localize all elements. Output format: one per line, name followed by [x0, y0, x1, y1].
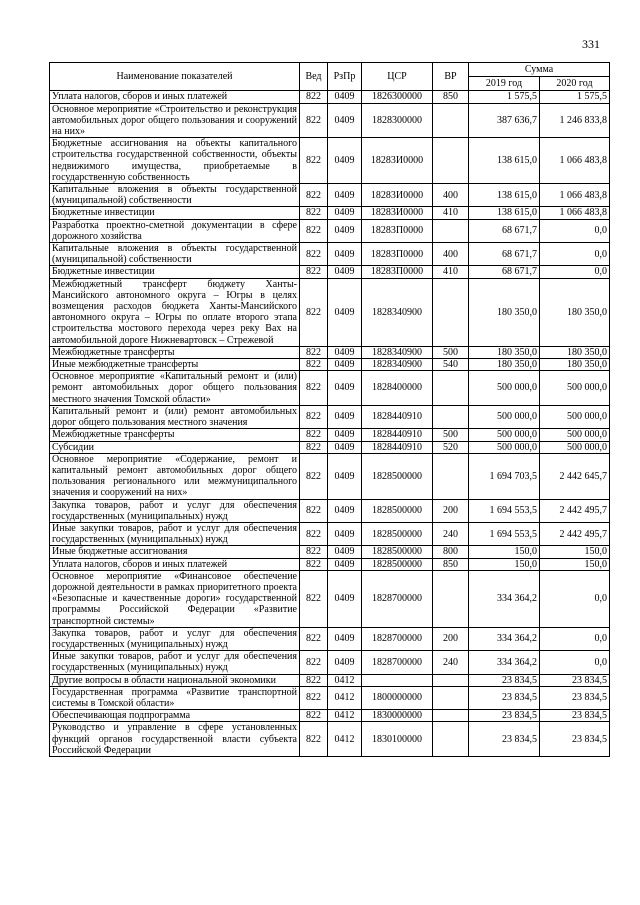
table-row [50, 346, 610, 358]
cell-name: Основное мероприятие «Финансовое обеспечение дорожной деятельности в рамках приоритетного проекта «Безопасные и качественные дороги» государственной программы Российской Федерации «Развитие транспортной системы» [50, 570, 300, 627]
cell-amount-2019: 150,0 [469, 546, 540, 558]
cell-name: Межбюджетные трансферты [50, 346, 300, 358]
cell-rzpr: 0409 [328, 546, 362, 558]
cell-rzpr: 0409 [328, 243, 362, 266]
cell-ved: 822 [300, 522, 328, 545]
cell-vr: 400 [433, 184, 469, 207]
cell-name: Закупка товаров, работ и услуг для обеспечения государственных (муниципальных) нужд [50, 627, 300, 650]
table-row [50, 499, 610, 522]
cell-vr: 240 [433, 651, 469, 674]
table-row [50, 405, 610, 428]
cell-amount-2019: 138 615,0 [469, 184, 540, 207]
budget-table [49, 62, 610, 757]
cell-csr: 1828500000 [362, 499, 433, 522]
table-row [50, 278, 610, 346]
cell-amount-2019: 334 364,2 [469, 651, 540, 674]
table-body [50, 91, 610, 757]
cell-rzpr: 0409 [328, 453, 362, 499]
cell-vr [433, 722, 469, 757]
cell-name: Бюджетные ассигнования на объекты капитального строительства государственной собственности, объекты недвижимого имущества, приобретаемые в государственную собственность [50, 138, 300, 184]
cell-vr: 400 [433, 243, 469, 266]
header-ved: Вед [300, 63, 328, 91]
table-row [50, 138, 610, 184]
cell-vr [433, 453, 469, 499]
cell-csr: 1830000000 [362, 710, 433, 722]
cell-amount-2020: 180 350,0 [540, 278, 610, 346]
table-row [50, 570, 610, 627]
header-sum: Сумма [469, 63, 610, 77]
table-row [50, 91, 610, 103]
cell-name: Межбюджетный трансферт бюджету Ханты-Мансийского автономного округа – Югры в целях возмещения расходов бюджета Ханты-Мансийского автономного округа – Югры по оплате второго этапа строительства мостового перехода через реку Вах на автомобильной дороге Нижневартовск – Стрежевой [50, 278, 300, 346]
cell-amount-2019: 500 000,0 [469, 405, 540, 428]
cell-ved: 822 [300, 674, 328, 686]
cell-rzpr: 0409 [328, 91, 362, 103]
header-csr: ЦСР [362, 63, 433, 91]
table-row [50, 219, 610, 242]
cell-amount-2019: 500 000,0 [469, 371, 540, 406]
table-row [50, 184, 610, 207]
cell-amount-2020: 0,0 [540, 627, 610, 650]
cell-csr: 1830100000 [362, 722, 433, 757]
cell-name: Другие вопросы в области национальной экономики [50, 674, 300, 686]
cell-csr: 1828500000 [362, 558, 433, 570]
table-row [50, 651, 610, 674]
cell-csr: 1800000000 [362, 686, 433, 709]
cell-ved: 822 [300, 405, 328, 428]
cell-ved: 822 [300, 651, 328, 674]
cell-vr: 800 [433, 546, 469, 558]
cell-amount-2020: 0,0 [540, 266, 610, 278]
cell-ved: 822 [300, 359, 328, 371]
cell-rzpr: 0409 [328, 359, 362, 371]
cell-amount-2020: 23 834,5 [540, 710, 610, 722]
table-row [50, 359, 610, 371]
cell-rzpr: 0409 [328, 441, 362, 453]
cell-amount-2020: 1 066 483,8 [540, 207, 610, 219]
table-row [50, 546, 610, 558]
cell-rzpr: 0409 [328, 570, 362, 627]
cell-amount-2020: 180 350,0 [540, 346, 610, 358]
cell-amount-2019: 23 834,5 [469, 686, 540, 709]
cell-amount-2019: 150,0 [469, 558, 540, 570]
cell-amount-2020: 23 834,5 [540, 722, 610, 757]
cell-vr: 200 [433, 627, 469, 650]
table-row [50, 453, 610, 499]
cell-amount-2019: 500 000,0 [469, 441, 540, 453]
header-year-2020: 2020 год [540, 77, 610, 91]
cell-vr [433, 103, 469, 138]
cell-amount-2020: 1 066 483,8 [540, 138, 610, 184]
cell-ved: 822 [300, 266, 328, 278]
cell-amount-2019: 68 671,7 [469, 219, 540, 242]
cell-amount-2019: 1 575,5 [469, 91, 540, 103]
cell-ved: 822 [300, 429, 328, 441]
cell-rzpr: 0412 [328, 686, 362, 709]
cell-rzpr: 0409 [328, 627, 362, 650]
cell-amount-2020: 0,0 [540, 570, 610, 627]
cell-csr: 1828440910 [362, 405, 433, 428]
cell-ved: 822 [300, 243, 328, 266]
cell-rzpr: 0409 [328, 522, 362, 545]
cell-rzpr: 0409 [328, 499, 362, 522]
cell-csr: 18283И0000 [362, 207, 433, 219]
cell-amount-2020: 180 350,0 [540, 359, 610, 371]
cell-name: Основное мероприятие «Содержание, ремонт и капитальный ремонт автомобильных дорог общего пользования регионального или межмуниципального значения и сооружений на них» [50, 453, 300, 499]
cell-vr [433, 138, 469, 184]
cell-vr: 500 [433, 429, 469, 441]
cell-name: Руководство и управление в сфере установленных функций органов государственной власти субъекта Российской Федерации [50, 722, 300, 757]
cell-ved: 822 [300, 278, 328, 346]
cell-vr [433, 686, 469, 709]
cell-vr [433, 570, 469, 627]
page-number: 331 [582, 37, 600, 51]
cell-rzpr: 0412 [328, 722, 362, 757]
cell-amount-2019: 180 350,0 [469, 346, 540, 358]
cell-csr: 1828340900 [362, 278, 433, 346]
cell-amount-2020: 1 575,5 [540, 91, 610, 103]
cell-rzpr: 0412 [328, 710, 362, 722]
cell-amount-2020: 500 000,0 [540, 371, 610, 406]
cell-amount-2019: 387 636,7 [469, 103, 540, 138]
cell-rzpr: 0409 [328, 266, 362, 278]
cell-ved: 822 [300, 441, 328, 453]
cell-csr: 18283П0000 [362, 243, 433, 266]
cell-vr: 540 [433, 359, 469, 371]
cell-ved: 822 [300, 453, 328, 499]
cell-csr: 18283И0000 [362, 138, 433, 184]
cell-csr: 18283П0000 [362, 266, 433, 278]
cell-csr: 1828340900 [362, 359, 433, 371]
cell-rzpr: 0412 [328, 674, 362, 686]
table-row [50, 627, 610, 650]
table-row [50, 686, 610, 709]
cell-name: Межбюджетные трансферты [50, 429, 300, 441]
cell-name: Основное мероприятие «Капитальный ремонт и (или) ремонт автомобильных дорог общего пользования местного значения Томской области» [50, 371, 300, 406]
cell-amount-2019: 500 000,0 [469, 429, 540, 441]
table-row [50, 710, 610, 722]
cell-amount-2019: 68 671,7 [469, 243, 540, 266]
cell-vr: 850 [433, 91, 469, 103]
cell-name: Капитальные вложения в объекты государственной (муниципальной) собственности [50, 184, 300, 207]
cell-name: Иные межбюджетные трансферты [50, 359, 300, 371]
cell-amount-2020: 23 834,5 [540, 686, 610, 709]
cell-vr: 850 [433, 558, 469, 570]
cell-csr [362, 674, 433, 686]
cell-ved: 822 [300, 219, 328, 242]
cell-rzpr: 0409 [328, 405, 362, 428]
table-row [50, 266, 610, 278]
cell-csr: 1828500000 [362, 453, 433, 499]
cell-name: Иные закупки товаров, работ и услуг для обеспечения государственных (муниципальных) нужд [50, 522, 300, 545]
cell-ved: 822 [300, 184, 328, 207]
cell-ved: 822 [300, 103, 328, 138]
cell-rzpr: 0409 [328, 558, 362, 570]
cell-name: Капитальные вложения в объекты государственной (муниципальной) собственности [50, 243, 300, 266]
cell-name: Обеспечивающая подпрограмма [50, 710, 300, 722]
cell-name: Субсидии [50, 441, 300, 453]
cell-amount-2020: 500 000,0 [540, 441, 610, 453]
cell-csr: 18283И0000 [362, 184, 433, 207]
cell-name: Бюджетные инвестиции [50, 207, 300, 219]
cell-amount-2020: 2 442 645,7 [540, 453, 610, 499]
cell-amount-2020: 0,0 [540, 219, 610, 242]
cell-name: Уплата налогов, сборов и иных платежей [50, 558, 300, 570]
cell-amount-2020: 150,0 [540, 546, 610, 558]
cell-vr: 200 [433, 499, 469, 522]
cell-name: Иные бюджетные ассигнования [50, 546, 300, 558]
cell-ved: 822 [300, 91, 328, 103]
cell-amount-2019: 138 615,0 [469, 138, 540, 184]
cell-rzpr: 0409 [328, 207, 362, 219]
cell-vr: 410 [433, 207, 469, 219]
cell-ved: 822 [300, 346, 328, 358]
table-row [50, 103, 610, 138]
table-header [50, 63, 610, 91]
table-row [50, 674, 610, 686]
cell-vr: 410 [433, 266, 469, 278]
cell-rzpr: 0409 [328, 278, 362, 346]
cell-amount-2020: 500 000,0 [540, 405, 610, 428]
cell-ved: 822 [300, 546, 328, 558]
cell-amount-2019: 1 694 553,5 [469, 522, 540, 545]
cell-rzpr: 0409 [328, 371, 362, 406]
cell-name: Закупка товаров, работ и услуг для обеспечения государственных (муниципальных) нужд [50, 499, 300, 522]
cell-vr: 240 [433, 522, 469, 545]
cell-ved: 822 [300, 627, 328, 650]
cell-amount-2019: 180 350,0 [469, 278, 540, 346]
cell-csr: 1828500000 [362, 522, 433, 545]
cell-csr: 1828500000 [362, 546, 433, 558]
table-row [50, 207, 610, 219]
header-vr: ВР [433, 63, 469, 91]
cell-name: Разработка проектно-сметной документации в сфере дорожного хозяйства [50, 219, 300, 242]
cell-amount-2020: 150,0 [540, 558, 610, 570]
cell-name: Иные закупки товаров, работ и услуг для обеспечения государственных (муниципальных) нужд [50, 651, 300, 674]
header-year-2019: 2019 год [469, 77, 540, 91]
cell-csr: 1828700000 [362, 651, 433, 674]
cell-vr [433, 674, 469, 686]
cell-amount-2019: 23 834,5 [469, 710, 540, 722]
table-row [50, 441, 610, 453]
cell-ved: 822 [300, 499, 328, 522]
header-rzpr: РзПр [328, 63, 362, 91]
cell-rzpr: 0409 [328, 103, 362, 138]
cell-amount-2019: 23 834,5 [469, 674, 540, 686]
cell-amount-2019: 1 694 703,5 [469, 453, 540, 499]
table-row [50, 722, 610, 757]
cell-name: Бюджетные инвестиции [50, 266, 300, 278]
cell-csr: 1828700000 [362, 627, 433, 650]
cell-amount-2019: 334 364,2 [469, 627, 540, 650]
cell-csr: 1828440910 [362, 429, 433, 441]
cell-name: Государственная программа «Развитие транспортной системы в Томской области» [50, 686, 300, 709]
cell-rzpr: 0409 [328, 219, 362, 242]
cell-amount-2019: 180 350,0 [469, 359, 540, 371]
cell-vr [433, 405, 469, 428]
cell-vr [433, 710, 469, 722]
cell-vr [433, 278, 469, 346]
cell-ved: 822 [300, 710, 328, 722]
cell-vr: 500 [433, 346, 469, 358]
cell-amount-2020: 1 066 483,8 [540, 184, 610, 207]
cell-csr: 1828700000 [362, 570, 433, 627]
cell-amount-2020: 2 442 495,7 [540, 499, 610, 522]
cell-rzpr: 0409 [328, 138, 362, 184]
cell-amount-2019: 68 671,7 [469, 266, 540, 278]
cell-ved: 822 [300, 722, 328, 757]
cell-amount-2019: 1 694 553,5 [469, 499, 540, 522]
table-row [50, 243, 610, 266]
cell-name: Основное мероприятие «Строительство и реконструкция автомобильных дорог общего пользования и сооружений на них» [50, 103, 300, 138]
cell-amount-2019: 334 364,2 [469, 570, 540, 627]
header-name: Наименование показателей [50, 63, 300, 91]
cell-csr: 1828340900 [362, 346, 433, 358]
cell-csr: 1828440910 [362, 441, 433, 453]
cell-ved: 822 [300, 558, 328, 570]
table-row [50, 558, 610, 570]
table-row [50, 429, 610, 441]
cell-amount-2019: 23 834,5 [469, 722, 540, 757]
cell-csr: 1828300000 [362, 103, 433, 138]
cell-csr: 18283П0000 [362, 219, 433, 242]
cell-vr [433, 371, 469, 406]
cell-amount-2019: 138 615,0 [469, 207, 540, 219]
cell-ved: 822 [300, 207, 328, 219]
cell-amount-2020: 0,0 [540, 243, 610, 266]
cell-name: Уплата налогов, сборов и иных платежей [50, 91, 300, 103]
table-row [50, 371, 610, 406]
cell-rzpr: 0409 [328, 429, 362, 441]
cell-ved: 822 [300, 686, 328, 709]
cell-ved: 822 [300, 570, 328, 627]
cell-vr [433, 219, 469, 242]
table-row [50, 522, 610, 545]
cell-amount-2020: 2 442 495,7 [540, 522, 610, 545]
cell-name: Капитальный ремонт и (или) ремонт автомобильных дорог общего пользования местного значения [50, 405, 300, 428]
cell-ved: 822 [300, 371, 328, 406]
cell-amount-2020: 23 834,5 [540, 674, 610, 686]
cell-amount-2020: 0,0 [540, 651, 610, 674]
cell-rzpr: 0409 [328, 346, 362, 358]
cell-rzpr: 0409 [328, 651, 362, 674]
cell-amount-2020: 1 246 833,8 [540, 103, 610, 138]
cell-csr: 1828400000 [362, 371, 433, 406]
cell-ved: 822 [300, 138, 328, 184]
cell-amount-2020: 500 000,0 [540, 429, 610, 441]
cell-rzpr: 0409 [328, 184, 362, 207]
cell-vr: 520 [433, 441, 469, 453]
cell-csr: 1826300000 [362, 91, 433, 103]
